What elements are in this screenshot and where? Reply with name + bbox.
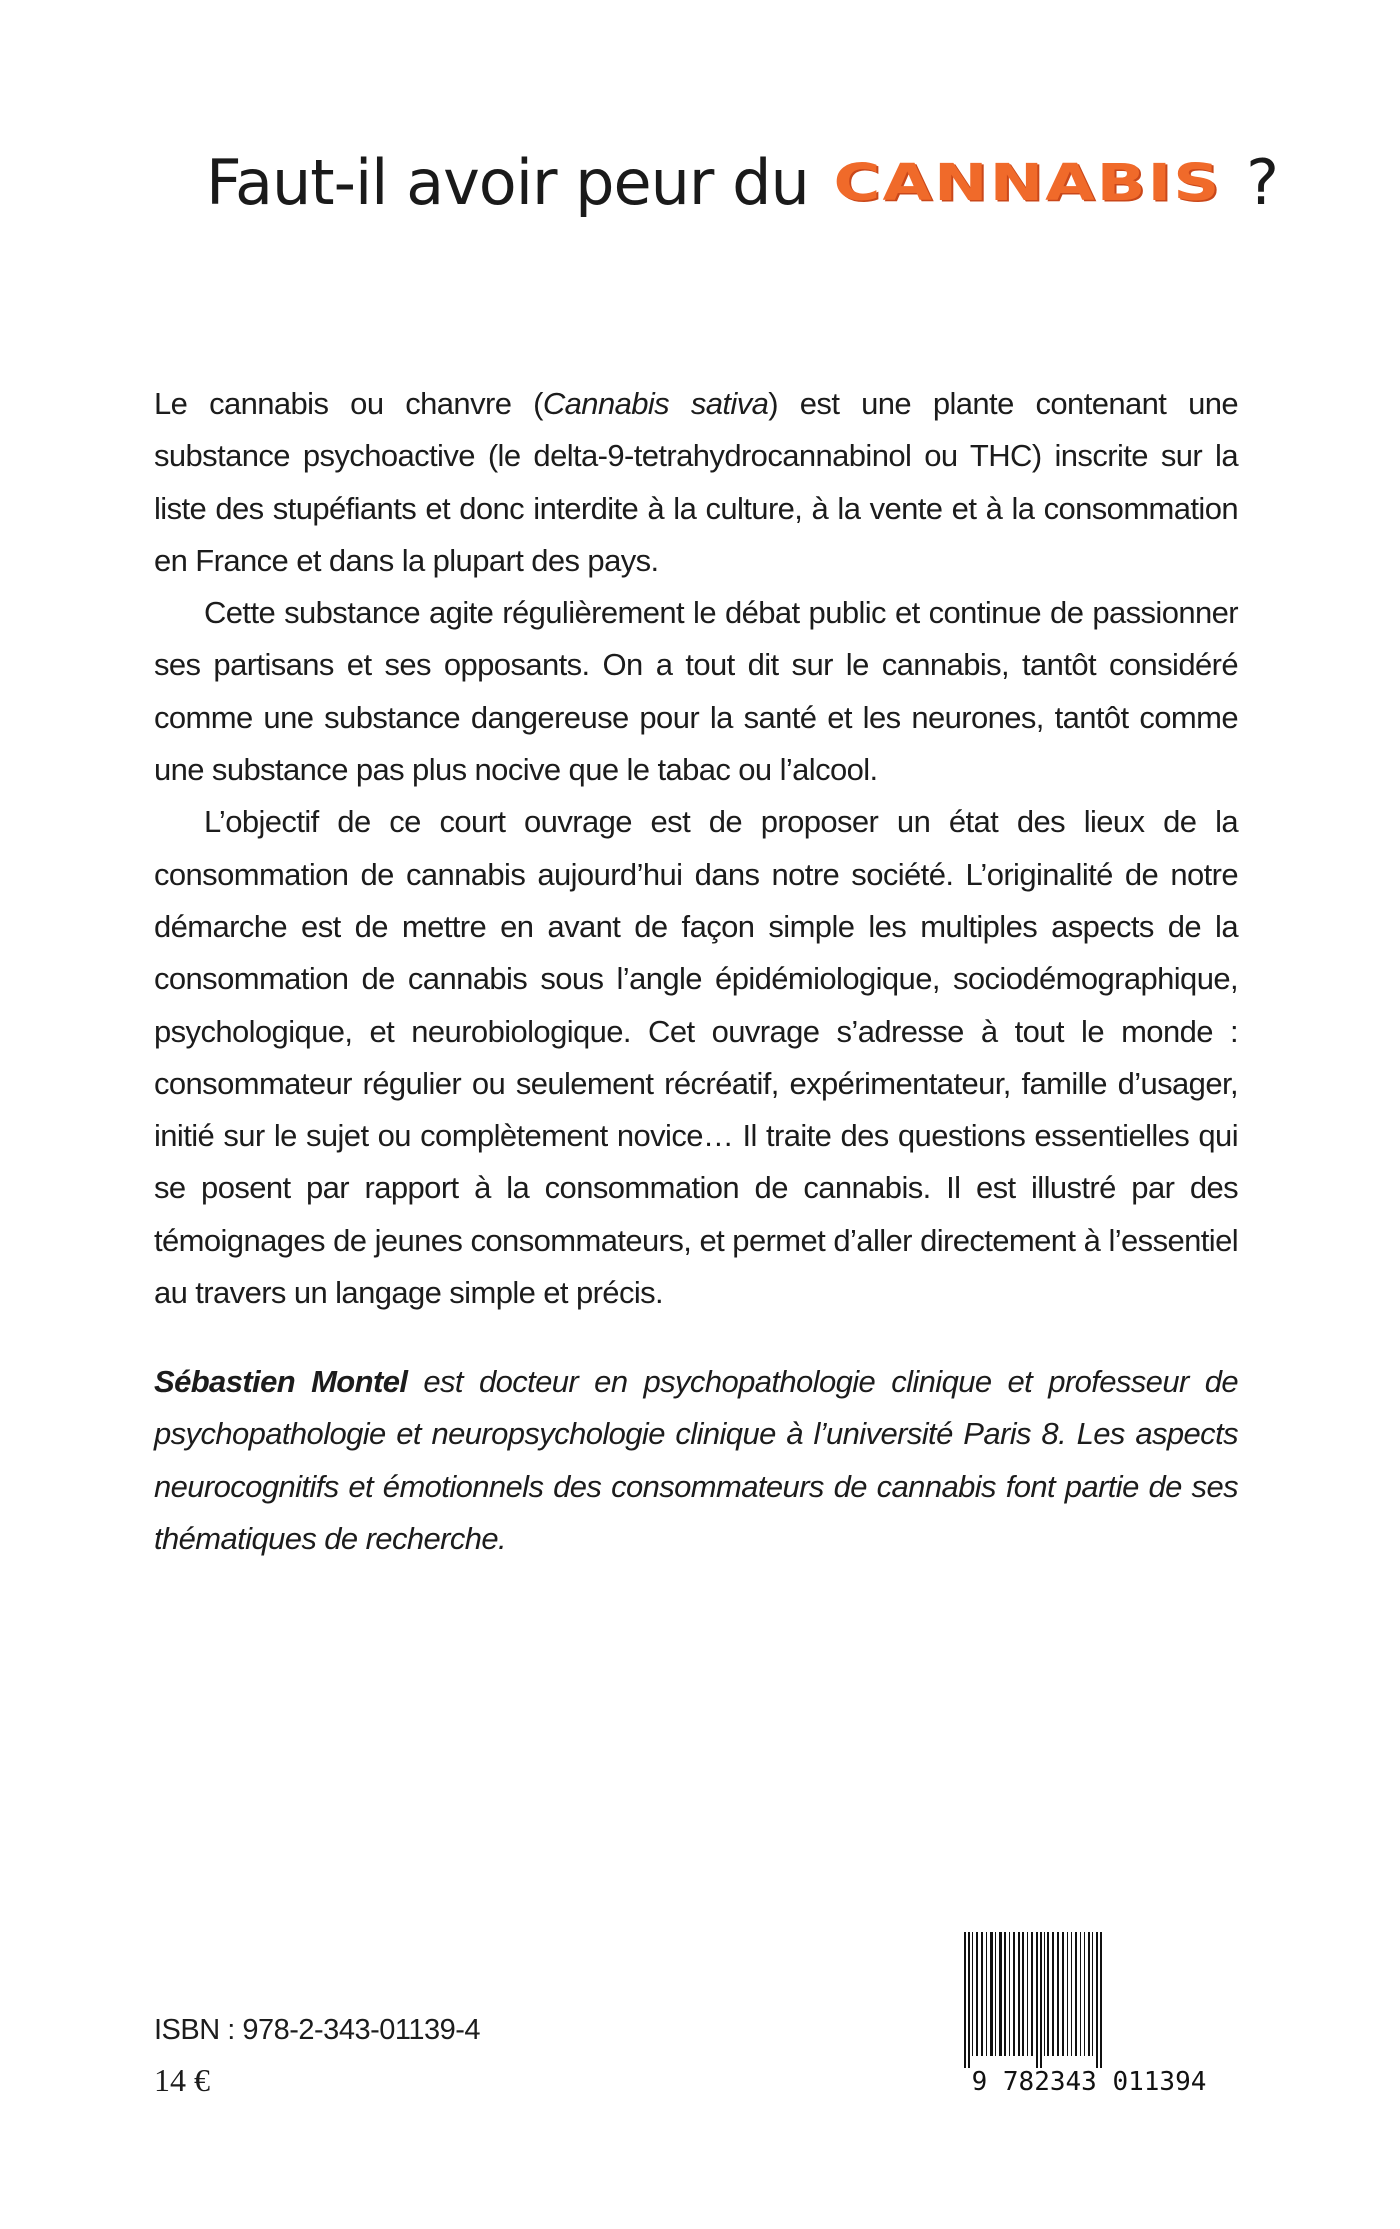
barcode-bar (1036, 1932, 1038, 2068)
barcode-bar (1013, 1932, 1015, 2056)
barcode-bar (1052, 1932, 1054, 2056)
barcode-bar (1088, 1932, 1090, 2056)
title-question-mark: ? (1246, 146, 1278, 219)
author-name: Sébastien Montel (154, 1364, 408, 1399)
price: 14 € (154, 2062, 210, 2098)
barcode-bar (1047, 1932, 1049, 2056)
barcode-bar (1009, 1932, 1010, 2056)
barcode-bar (968, 1932, 970, 2068)
book-title (206, 138, 1278, 228)
barcode-bar (990, 1932, 993, 2056)
barcode-bar (986, 1932, 987, 2056)
barcode-bar (1092, 1932, 1093, 2056)
barcode-bar (995, 1932, 996, 2056)
barcode-bar (981, 1932, 983, 2056)
isbn: ISBN : 978-2-343-01139-4 (154, 2014, 481, 2046)
barcode-bar (1096, 1932, 1098, 2068)
barcode-bar (1044, 1932, 1045, 2056)
author-bio-text: est docteur en psychopathologie clinique et professeur de psychopathologie et neuropsychologie clinique à l’université Paris 8. Les aspects neurocognitifs et émotionnels des consommateurs de cannabis font partie de ses thématiques de recherche. (154, 1364, 1238, 1556)
barcode-bar (999, 1932, 1002, 2056)
barcode-bar (1022, 1932, 1024, 2056)
barcode-bar (1027, 1932, 1028, 2056)
barcode-bar (1057, 1932, 1059, 2056)
barcode-bar (1062, 1932, 1064, 2056)
barcode-bar (1004, 1932, 1006, 2056)
barcode-bar (1067, 1932, 1068, 2056)
barcode-bar (1018, 1932, 1020, 2056)
description-paragraph-2: Cette substance agite régulièrement le débat public et continue de passionner ses partisans et ses opposants. On a tout dit sur le cannabis, tantôt considéré comme une substance dangereuse pour la santé et les neurones, tantôt comme une substance pas plus nocive que le tabac ou l’alcool. (154, 595, 1238, 788)
barcode-bar (1040, 1932, 1042, 2068)
barcode-bar (972, 1932, 973, 2056)
barcode (954, 1928, 1224, 2098)
book-description (154, 378, 1238, 1319)
title-prefix: Faut-il avoir peur du (206, 146, 809, 219)
author-bio (154, 1356, 1238, 1565)
description-paragraph-3: L’objectif de ce court ouvrage est de proposer un état des lieux de la consommation de cannabis aujourd’hui dans notre société. L’originalité de notre démarche est de mettre en avant de façon simple les multiples aspects de la consommation de cannabis sous l’angle épidémiologique, sociodémographique, psychologique, et neurobiologique. Cet ouvrage s’adresse à tout le monde : consommateur régulier ou seulement récréatif, expérimentateur, famille d’usager, initié sur le sujet ou complètement novice… Il traite des questions essentielles qui se posent par rapport à la consommation de cannabis. Il est illustré par des témoignages de jeunes consommateurs, et permet d’aller directement à l’essentiel au travers un langage simple et précis. (154, 804, 1238, 1311)
barcode-bar (976, 1932, 978, 2056)
latin-name: Cannabis sativa (542, 386, 769, 421)
title-cannabis-word: CANNABIS (833, 153, 1222, 213)
barcode-bar (1031, 1932, 1033, 2056)
barcode-bar (1084, 1932, 1085, 2056)
barcode-bar (1075, 1932, 1077, 2056)
description-paragraph-1: Le cannabis ou chanvre (Cannabis sativa) est une plante contenant une substance psychoactive (le delta-9-tetrahydrocannabinol ou THC) inscrite sur la liste des stupéfiants et donc interdite à la culture, à la vente et à la consommation en France et dans la plupart des pays. (154, 386, 1239, 578)
barcode-bar (964, 1932, 966, 2068)
barcode-number: 9 782343 011394 (971, 2067, 1207, 2097)
barcode-bar (1080, 1932, 1081, 2056)
barcode-bar (1100, 1932, 1102, 2068)
barcode-bar (1071, 1932, 1072, 2056)
